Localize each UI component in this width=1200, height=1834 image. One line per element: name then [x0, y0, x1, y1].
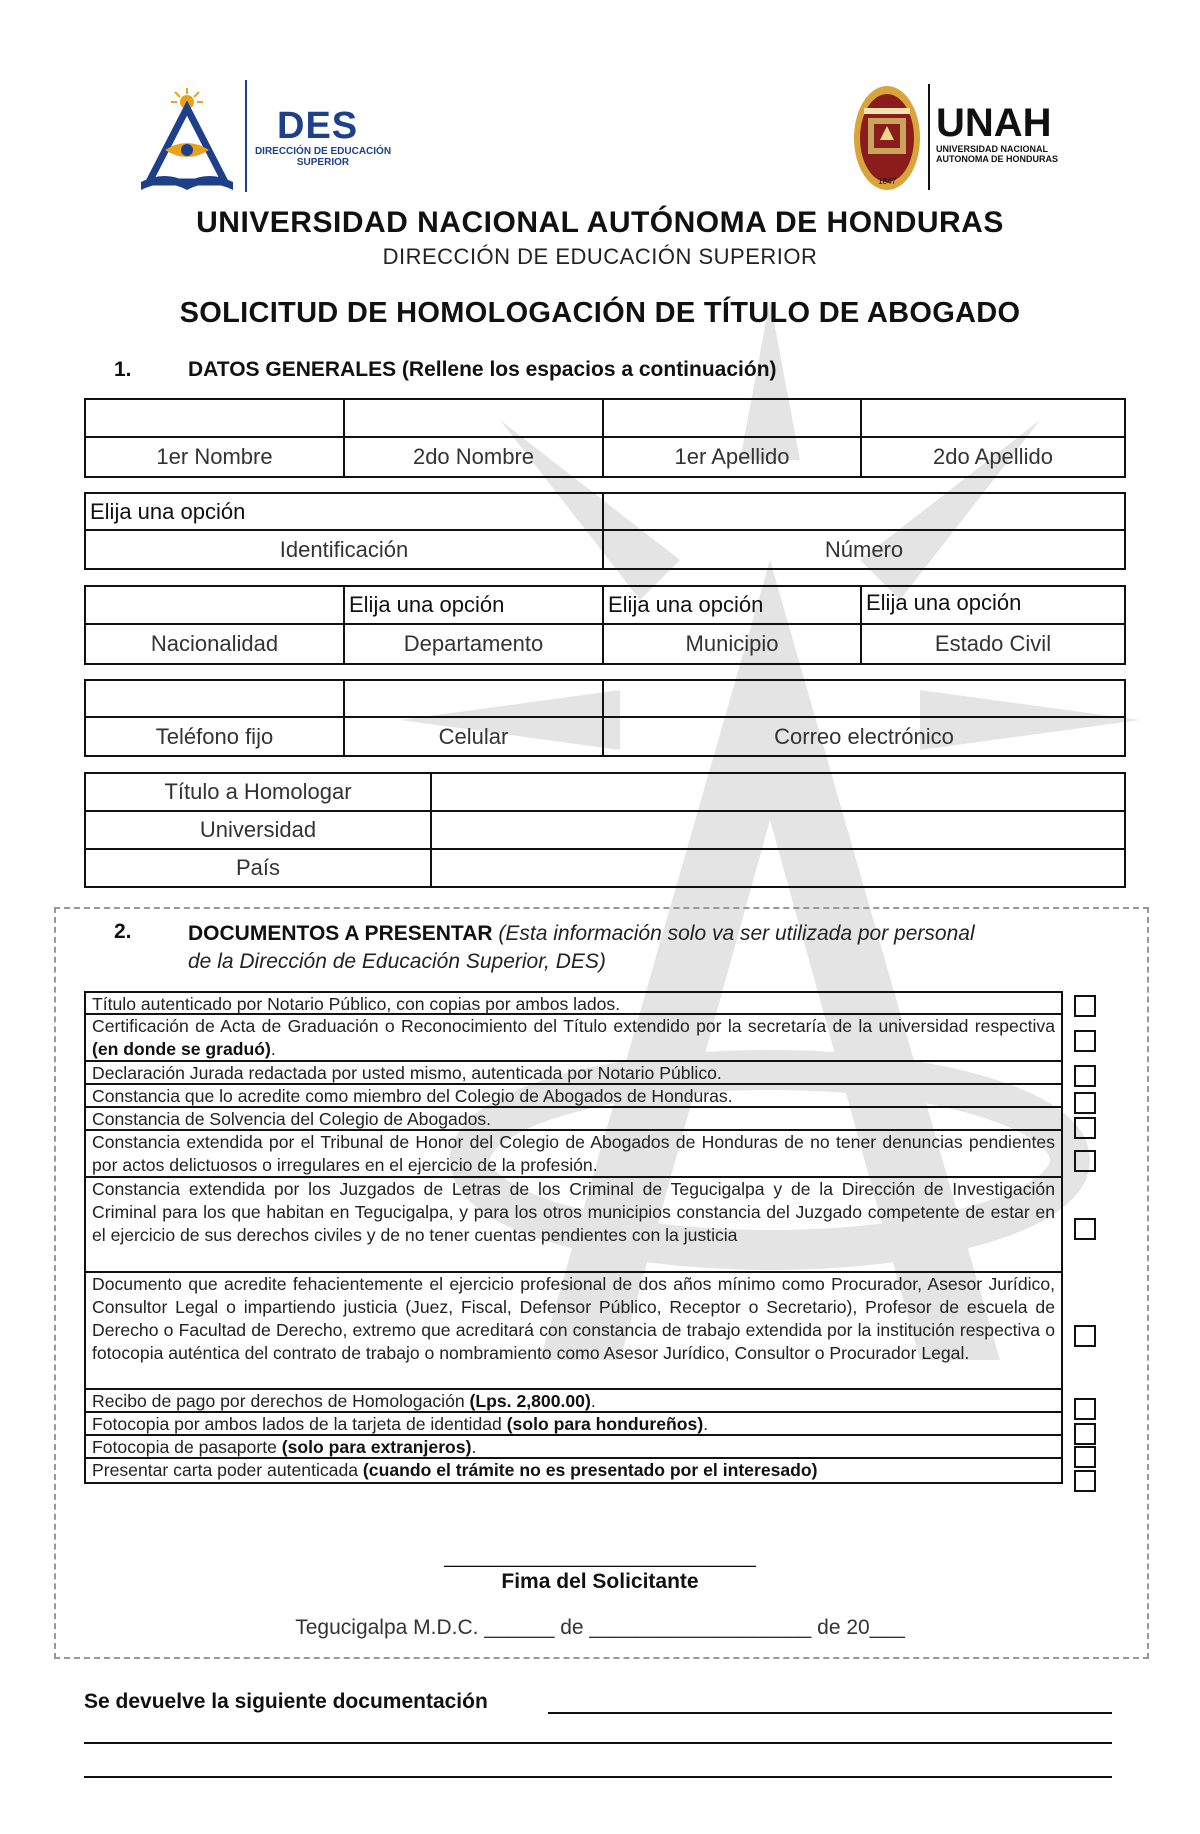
- identification-label: Identificación: [86, 531, 604, 568]
- second-name-input[interactable]: [345, 400, 604, 438]
- number-label: Número: [824, 536, 904, 562]
- doc-checkbox-identidad[interactable]: [1074, 1423, 1096, 1445]
- document-row: Título autenticado por Notario Público, con copias por ambos lados.: [86, 993, 1061, 1015]
- form-title: SOLICITUD DE HOMOLOGACIÓN DE TÍTULO DE ABOGADO: [179, 297, 1021, 329]
- signature-label: Fima del Solicitante: [501, 1570, 699, 1593]
- names-grid: [84, 398, 1126, 478]
- des-logo-subtitle-2: SUPERIOR: [296, 157, 350, 168]
- country-label: País: [86, 850, 432, 886]
- unah-seal-year: 1847: [878, 177, 896, 186]
- document-row: Documento que acredite fehacientemente el ejercicio profesional de dos años mínimo como Procurador, Asesor Jurídico, Consultor Legal o impartiendo justicia (Juez, Fiscal, Defensor Público, Receptor o Secretario), Profesor de escuela de Derecho o Facultad de Derecho, extremo que acreditará con constancia de trabajo extendida por la institución respectiva o fotocopia auténtica del contrato de trabajo o nombramiento como Asesor Jurídico, Consultor o Procurador Legal.: [86, 1273, 1061, 1390]
- unah-logo-title: UNAH: [936, 101, 1052, 145]
- document-row: Recibo de pago por derechos de Homologación (Lps. 2,800.00).: [86, 1390, 1061, 1413]
- department-select[interactable]: Elija una opción: [345, 587, 604, 625]
- returned-docs-line-2[interactable]: [84, 1742, 1112, 1744]
- email-input[interactable]: [604, 681, 1124, 718]
- first-surname-input[interactable]: [604, 400, 862, 438]
- civil-status-select[interactable]: Elija una opción: [862, 587, 1124, 625]
- municipality-select[interactable]: Elija una opción: [604, 587, 862, 625]
- section2-note-2: de la Dirección de Educación Superior, DES): [188, 950, 606, 973]
- unah-logo-subtitle-1: UNIVERSIDAD NACIONAL: [936, 144, 1049, 154]
- unah-divider: [928, 84, 930, 190]
- document-row: Constancia que lo acredite como miembro del Colegio de Abogados de Honduras.: [86, 1085, 1061, 1108]
- des-divider: [245, 80, 247, 192]
- section2-title: DOCUMENTOS A PRESENTAR: [188, 922, 493, 945]
- second-surname-label: 2do Apellido: [933, 444, 1053, 469]
- des-emblem-icon: [135, 86, 245, 196]
- doc-checkbox-pasaporte[interactable]: [1074, 1446, 1096, 1468]
- degree-title-label: Título a Homologar: [86, 774, 432, 812]
- civil-status-label: Estado Civil: [934, 631, 1052, 656]
- mobile-label: Celular: [345, 718, 604, 755]
- nationality-label: Nacionalidad: [86, 625, 345, 663]
- doc-checkbox-ejercicio[interactable]: [1074, 1325, 1096, 1347]
- doc-checkbox-declaracion[interactable]: [1074, 1065, 1096, 1087]
- doc-checkbox-solvencia[interactable]: [1074, 1117, 1096, 1139]
- second-name-label: 2do Nombre: [345, 438, 604, 476]
- nationality-input[interactable]: [86, 587, 345, 625]
- doc-checkbox-certificacion[interactable]: [1074, 1030, 1096, 1052]
- section2-note-1: (Esta información solo va ser utilizada por personal: [498, 922, 975, 945]
- doc-checkbox-titulo[interactable]: [1074, 995, 1096, 1017]
- identification-grid: [84, 492, 1126, 570]
- phone-label: Teléfono fijo: [86, 718, 345, 755]
- document-row: Constancia de Solvencia del Colegio de Abogados.: [86, 1108, 1061, 1131]
- identification-select[interactable]: Elija una opción: [86, 494, 604, 531]
- section2-heading: [188, 920, 1088, 976]
- first-name-label: 1er Nombre: [86, 438, 345, 476]
- doc-checkbox-recibo[interactable]: [1074, 1398, 1096, 1420]
- section1-number: 1.: [114, 358, 132, 381]
- documents-table: [84, 991, 1063, 1484]
- doc-checkbox-juzgados[interactable]: [1074, 1218, 1096, 1240]
- returned-docs-line-3[interactable]: [84, 1776, 1112, 1778]
- document-row: Constancia extendida por el Tribunal de Honor del Colegio de Abogados de Honduras de no tener denuncias pendientes por actos delictuosos o irregulares en el ejercicio de la profesión.: [86, 1131, 1061, 1178]
- email-label: Correo electrónico: [774, 723, 954, 749]
- des-logo-title: DES: [277, 105, 359, 147]
- section2-number: 2.: [114, 920, 132, 943]
- degree-grid: [84, 772, 1126, 888]
- document-row: Fotocopia de pasaporte (solo para extranjeros).: [86, 1436, 1061, 1459]
- municipality-label: Municipio: [604, 625, 862, 663]
- first-surname-label: 1er Apellido: [604, 438, 862, 476]
- document-row: Fotocopia por ambos lados de la tarjeta de identidad (solo para hondureños).: [86, 1413, 1061, 1436]
- degree-title-input[interactable]: [432, 774, 1124, 812]
- document-row: Presentar carta poder autenticada (cuando el trámite no es presentado por el interesado): [92, 1460, 818, 1480]
- location-grid: [84, 585, 1126, 665]
- document-row: Constancia extendida por los Juzgados de Letras de los Criminal de Tegucigalpa y de la Dirección de Investigación Criminal para los que habitan en Tegucigalpa, y para los otros municipios constancia del Juzgado competente de estar en el ejercicio de sus derechos civiles y de no tener cuentas pendientes con la justicia: [86, 1178, 1061, 1273]
- country-input[interactable]: [432, 850, 1124, 886]
- unah-logo-subtitle-2: AUTONOMA DE HONDURAS: [936, 154, 1059, 164]
- des-logo-subtitle-1: DIRECCIÓN DE EDUCACIÓN: [254, 146, 392, 157]
- mobile-input[interactable]: [345, 681, 604, 718]
- department-label: Departamento: [345, 625, 604, 663]
- unah-seal-icon: [852, 84, 922, 192]
- contact-grid: [84, 679, 1126, 757]
- returned-docs-label: Se devuelve la siguiente documentación: [84, 1690, 488, 1713]
- direction-subtitle: DIRECCIÓN DE EDUCACIÓN SUPERIOR: [382, 244, 818, 269]
- first-name-input[interactable]: [86, 400, 345, 438]
- date-line[interactable]: Tegucigalpa M.D.C. ______ de ___________________ de 20___: [295, 1616, 905, 1639]
- document-row: Certificación de Acta de Graduación o Reconocimiento del Título extendido por la secretaría de la universidad respectiva (en donde se graduó).: [86, 1015, 1061, 1062]
- university-label: Universidad: [86, 812, 432, 850]
- id-number-input[interactable]: [604, 494, 1124, 531]
- phone-input[interactable]: [86, 681, 345, 718]
- document-row: Declaración Jurada redactada por usted mismo, autenticada por Notario Público.: [86, 1062, 1061, 1085]
- returned-docs-line-1[interactable]: [548, 1712, 1112, 1714]
- second-surname-input[interactable]: [862, 400, 1124, 438]
- section1-title: DATOS GENERALES (Rellene los espacios a continuación): [188, 358, 777, 381]
- university-title: UNIVERSIDAD NACIONAL AUTÓNOMA DE HONDURAS: [196, 206, 1004, 239]
- doc-checkbox-membresia[interactable]: [1074, 1092, 1096, 1114]
- university-input[interactable]: [432, 812, 1124, 850]
- doc-checkbox-tribunal[interactable]: [1074, 1150, 1096, 1172]
- doc-checkbox-carta-poder[interactable]: [1074, 1470, 1096, 1492]
- signature-line[interactable]: ____________________________: [444, 1546, 756, 1568]
